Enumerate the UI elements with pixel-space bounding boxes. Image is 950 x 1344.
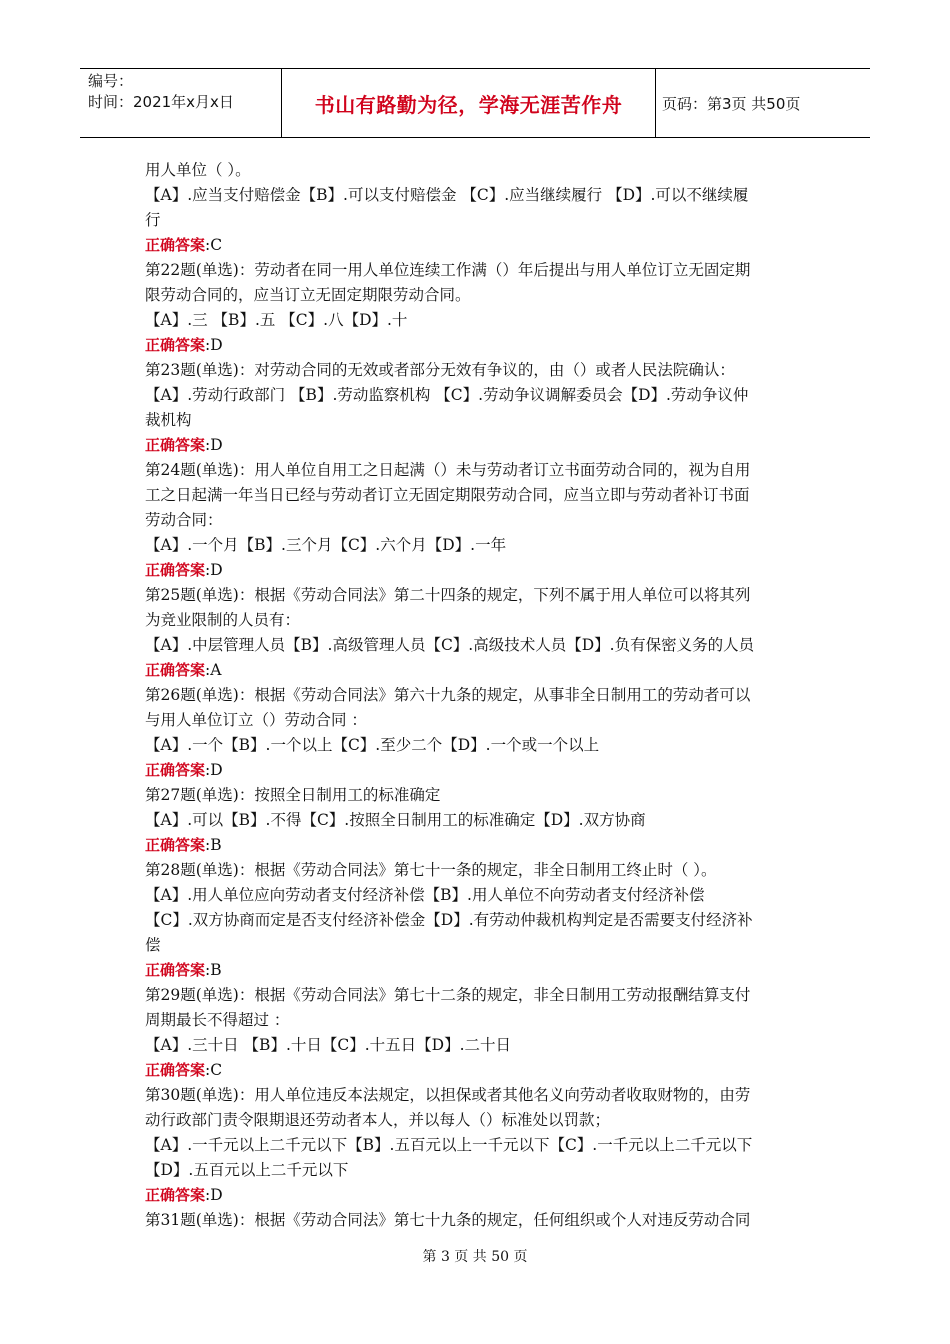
header-meta: [80, 69, 282, 137]
text-line: 【A】.三十日 【B】.十日【C】.十五日【D】.二十日: [145, 1036, 512, 1054]
answer-label: 正确答案: [145, 236, 206, 254]
code-label: 编号：: [88, 72, 134, 90]
text-line: 第28题(单选)：根据《劳动合同法》第七十一条的规定，非全日制用工终止时（ ）。: [145, 861, 717, 879]
text-line: 【C】.双方协商而定是否支付经济补偿金【D】.有劳动仲裁机构判定是否需要支付经济补: [145, 911, 753, 929]
text-line: 第30题(单选)：用人单位违反本法规定，以担保或者其他名义向劳动者收取财物的，由劳: [145, 1086, 751, 1104]
text-line: 裁机构: [145, 411, 192, 429]
answer-value: :C: [205, 1061, 223, 1079]
text-line: 【A】.一个月【B】.三个月【C】.六个月【D】.一年: [145, 536, 507, 554]
answer-value: :D: [205, 761, 223, 779]
answer-value: :A: [205, 661, 222, 679]
answer-value: :D: [205, 336, 223, 354]
answer-value: :B: [205, 961, 222, 979]
text-line: 偿: [145, 936, 161, 954]
text-line: 限劳动合同的，应当订立无固定期限劳动合同。: [145, 286, 471, 304]
answer-value: :D: [205, 561, 223, 579]
answer-label: 正确答案: [145, 961, 206, 979]
page-footer: 第 3 页 共 50 页: [422, 1249, 528, 1265]
text-line: 【A】.一千元以上二千元以下【B】.五百元以上一千元以下【C】.一千元以上二千元以下: [145, 1136, 753, 1154]
answer-value: :C: [205, 236, 223, 254]
text-line: 第22题(单选)：劳动者在同一用人单位连续工作满（）年后提出与用人单位订立无固定期: [145, 261, 751, 279]
answer-label: 正确答案: [145, 661, 206, 679]
text-line: 【D】.五百元以上二千元以下: [145, 1161, 349, 1179]
text-line: 第24题(单选)：用人单位自用工之日起满（）未与劳动者订立书面劳动合同的，视为自用: [145, 461, 751, 479]
text-line: 第25题(单选)：根据《劳动合同法》第二十四条的规定，下列不属于用人单位可以将其列: [145, 586, 751, 604]
answer-label: 正确答案: [145, 1186, 206, 1204]
text-line: 与用人单位订立（）劳动合同 ：: [145, 711, 367, 729]
text-line: 【A】.中层管理人员【B】.高级管理人员【C】.高级技术人员【D】.负有保密义务的人员: [145, 636, 755, 654]
answer-label: 正确答案: [145, 436, 206, 454]
answer-line: [145, 1183, 810, 1208]
text-line: 【A】.应当支付赔偿金【B】.可以支付赔偿金 【C】.应当继续履行 【D】.可以不继续履: [145, 186, 749, 204]
answer-label: 正确答案: [145, 1061, 206, 1079]
header-page-label: 页码：第3页 共50页: [662, 94, 801, 113]
text-line: 行: [145, 211, 161, 229]
date-label: 时间：2021年x月x日: [88, 93, 234, 111]
text-line: 为竞业限制的人员有：: [145, 611, 301, 629]
answer-value: :D: [205, 436, 223, 454]
text-line: 第27题(单选)：按照全日制用工的标准确定: [145, 786, 441, 804]
answer-value: :B: [205, 836, 222, 854]
text-line: 工之日起满一年当日已经与劳动者订立无固定期限劳动合同，应当立即与劳动者补订书面: [145, 486, 750, 504]
answer-line: [145, 833, 810, 858]
text-line: 【A】.三 【B】.五 【C】.八【D】.十: [145, 311, 408, 329]
answer-value: :D: [205, 1186, 223, 1204]
text-line: 用人单位（ ）。: [145, 161, 251, 179]
text-line: 第26题(单选)：根据《劳动合同法》第六十九条的规定，从事非全日制用工的劳动者可以: [145, 686, 751, 704]
text-line: 第29题(单选)：根据《劳动合同法》第七十二条的规定，非全日制用工劳动报酬结算支付: [145, 986, 751, 1004]
text-line: 第23题(单选)：对劳动合同的无效或者部分无效有争议的，由（）或者人民法院确认：: [145, 361, 735, 379]
text-line: 动行政部门责令限期退还劳动者本人，并以每人（）标准处以罚款；: [145, 1111, 611, 1129]
answer-line: [145, 333, 810, 358]
answer-line: [145, 1058, 810, 1083]
answer-line: [145, 233, 810, 258]
answer-label: 正确答案: [145, 336, 206, 354]
answer-label: 正确答案: [145, 561, 206, 579]
text-line: 劳动合同：: [145, 511, 223, 529]
text-line: 周期最长不得超过 ：: [145, 1011, 290, 1029]
answer-label: 正确答案: [145, 836, 206, 854]
text-line: 【A】.一个【B】.一个以上【C】.至少二个【D】.一个或一个以上: [145, 736, 600, 754]
text-line: 【A】.可以【B】.不得【C】.按照全日制用工的标准确定【D】.双方协商: [145, 811, 646, 829]
answer-line: [145, 958, 810, 983]
header-motto: 书山有路勤为径，学海无涯苦作舟: [282, 69, 656, 137]
document-body: [145, 158, 810, 1233]
page-header: [80, 68, 870, 138]
answer-line: [145, 558, 810, 583]
answer-line: [145, 433, 810, 458]
text-line: 【A】.用人单位应向劳动者支付经济补偿【B】.用人单位不向劳动者支付经济补偿: [145, 886, 705, 904]
answer-line: [145, 658, 810, 683]
answer-label: 正确答案: [145, 761, 206, 779]
text-line: 【A】.劳动行政部门 【B】.劳动监察机构 【C】.劳动争议调解委员会【D】.劳动争议仲: [145, 386, 749, 404]
text-line: 第31题(单选)：根据《劳动合同法》第七十九条的规定，任何组织或个人对违反劳动合同: [145, 1211, 751, 1229]
answer-line: [145, 758, 810, 783]
